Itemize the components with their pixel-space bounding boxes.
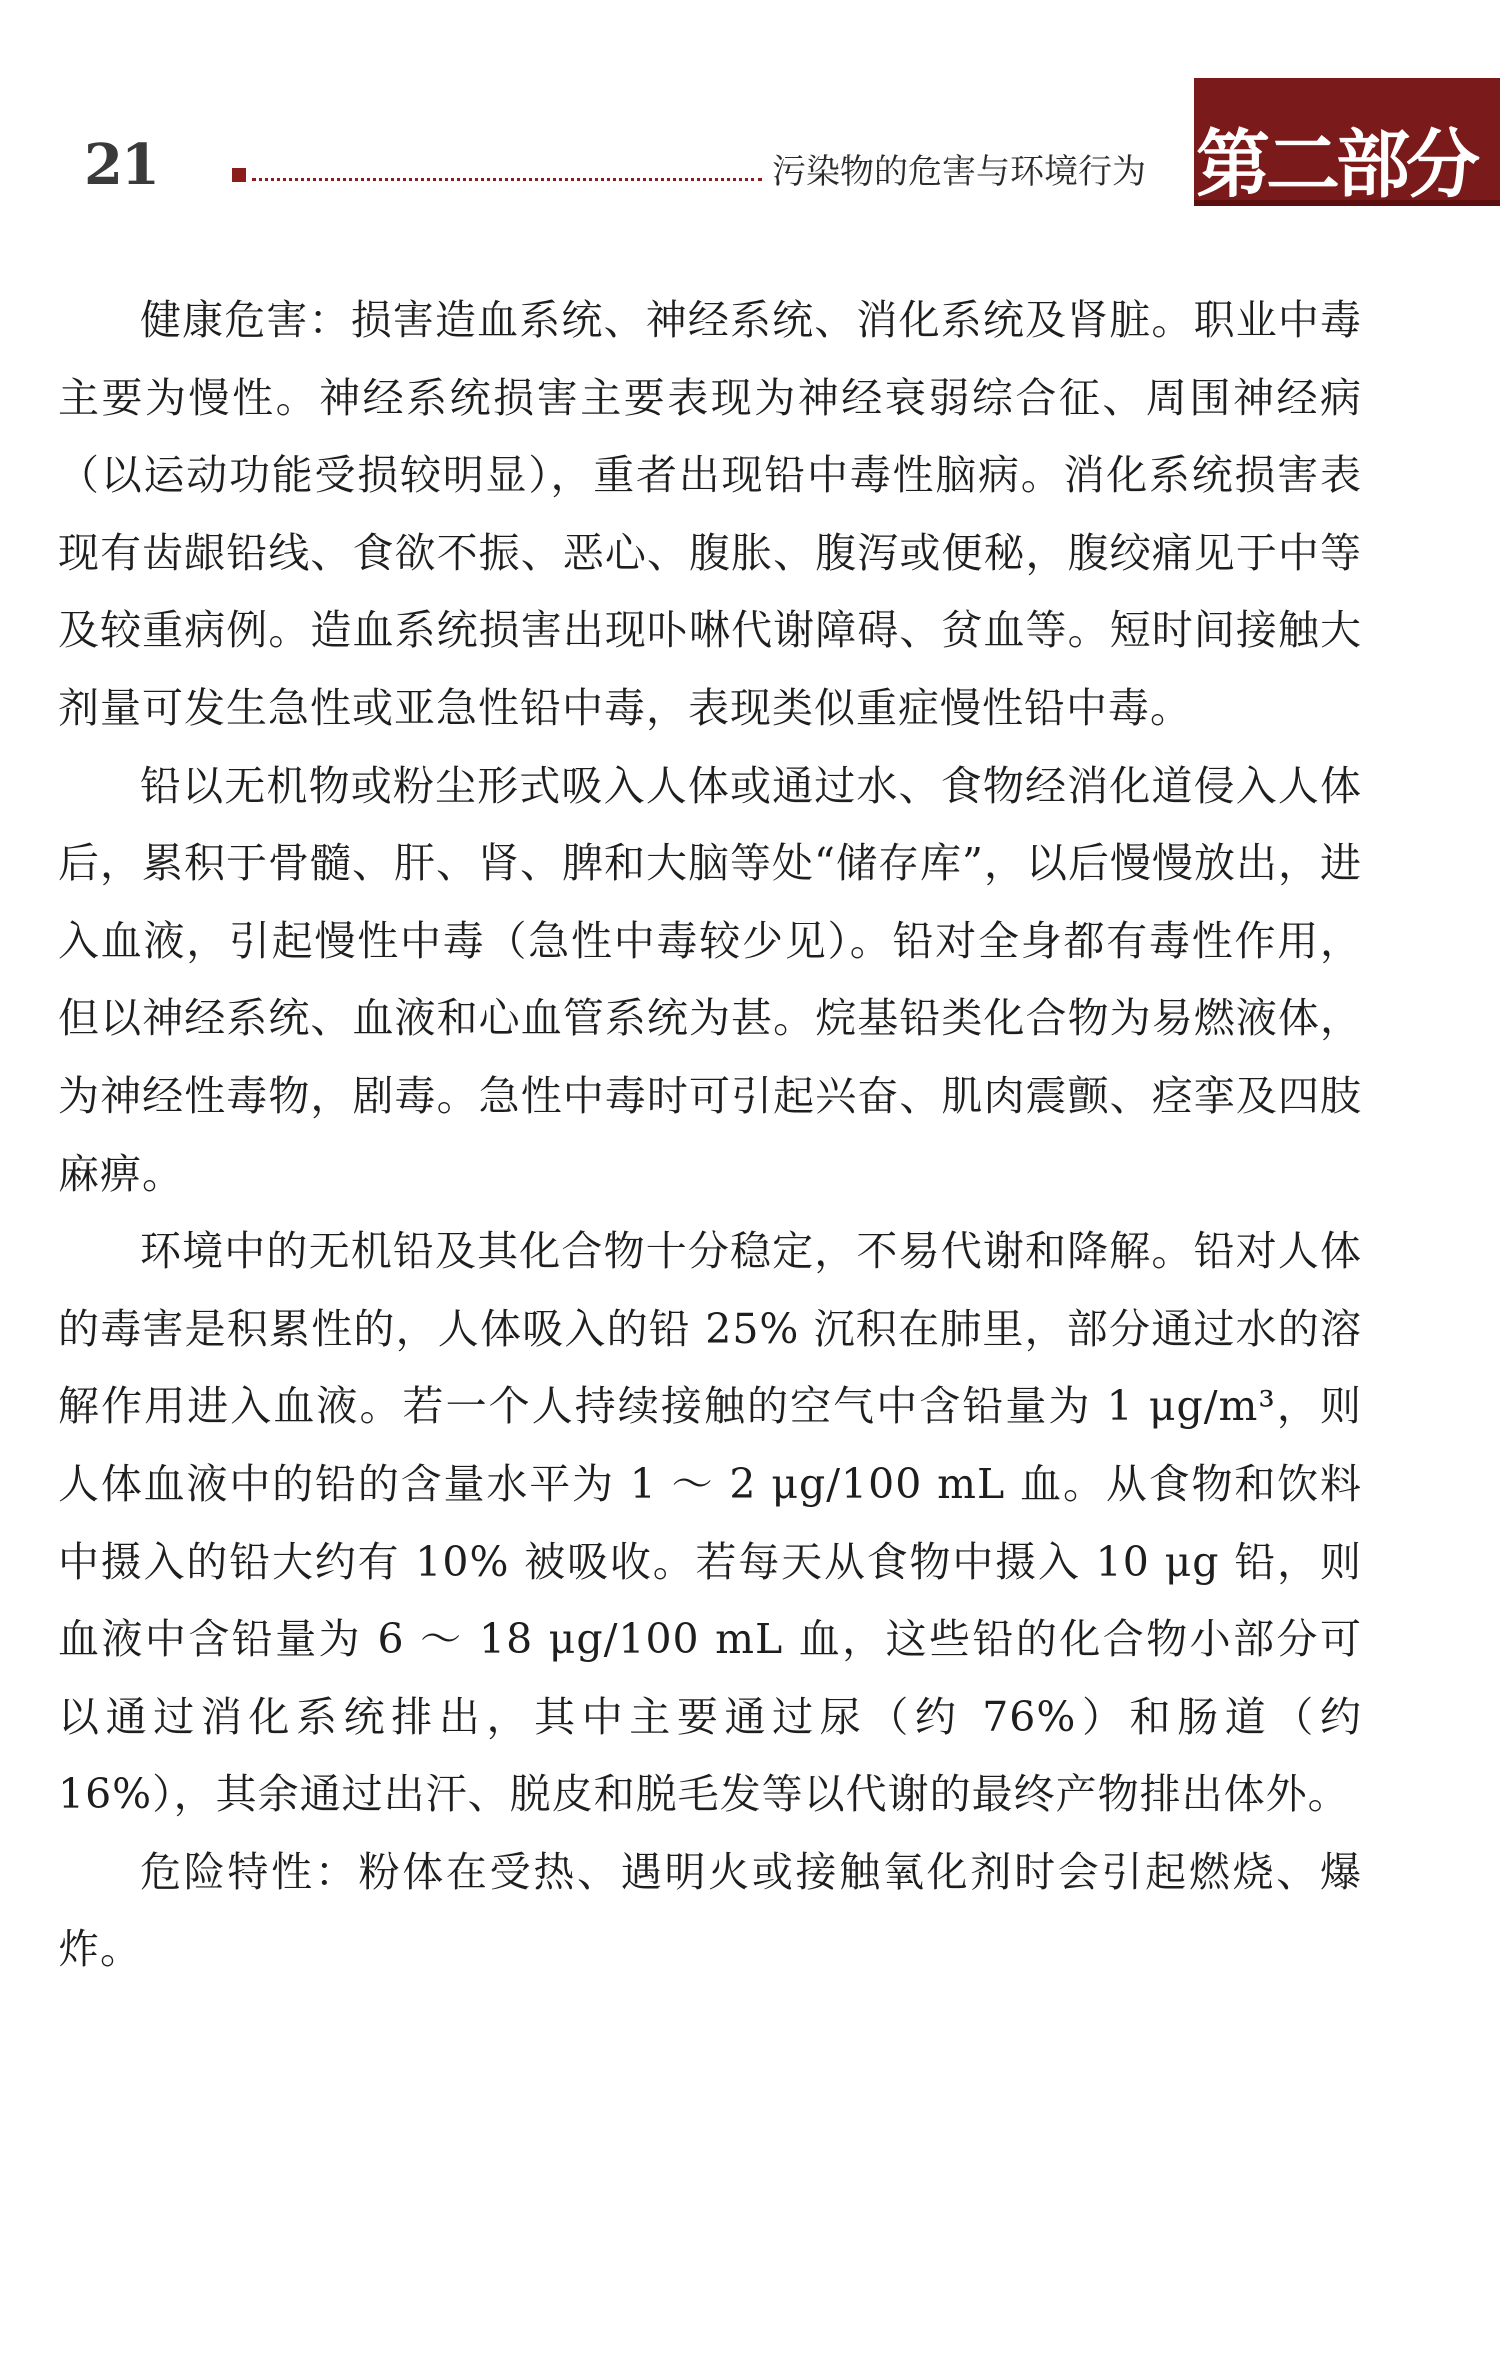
section-title: 污染物的危害与环境行为 <box>772 152 1146 192</box>
body-text <box>58 282 1362 1989</box>
paragraph-danger-property: 危险特性：粉体在受热、遇明火或接触氧化剂时会引起燃烧、爆炸。 <box>58 1847 1362 1974</box>
paragraph-environmental-lead: 环境中的无机铅及其化合物十分稳定，不易代谢和降解。铅对人体的毒害是积累性的，人体吸入的铅 25% 沉积在肺里，部分通过水的溶解作用进入血液。若一个人持续接触的空气中含铅量为 1 μg/m³，则人体血液中的铅的含量水平为 1 ～ 2 μg/100 mL 血。从食物和饮料中摄入的铅大约有 10% 被吸收。若每天从食物中摄入 10 μg 铅，则血液中含铅量为 6 ～ 18 μg/100 mL 血，这些铅的化合物小部分可以通过消化系统排出，其中主要通过尿（约 76%）和肠道（约 16%），其余通过出汗、脱皮和脱毛发等以代谢的最终产物排出体外。 <box>58 1227 1362 1819</box>
paragraph-lead-absorption: 铅以无机物或粉尘形式吸入人体或通过水、食物经消化道侵入人体后，累积于骨髓、肝、肾、脾和大脑等处“储存库”，以后慢慢放出，进入血液，引起慢性中毒（急性中毒较少见）。铅对全身都有毒性作用，但以神经系统、血液和心血管系统为甚。烷基铅类化合物为易燃液体，为神经性毒物，剧毒。急性中毒时可引起兴奋、肌肉震颤、痉挛及四肢麻痹。 <box>58 761 1362 1198</box>
part-label: 第二部分 <box>1196 122 1476 208</box>
page-header <box>0 70 1500 208</box>
page-number: 21 <box>84 132 158 198</box>
header-dotted-rule <box>252 178 762 181</box>
paragraph-health-hazard: 健康危害：损害造血系统、神经系统、消化系统及肾脏。职业中毒主要为慢性。神经系统损害主要表现为神经衰弱综合征、周围神经病（以运动功能受损较明显），重者出现铅中毒性脑病。消化系统损害表现有齿龈铅线、食欲不振、恶心、腹胀、腹泻或便秘，腹绞痛见于中等及较重病例。造血系统损害出现卟啉代谢障碍、贫血等。短时间接触大剂量可发生急性或亚急性铅中毒，表现类似重症慢性铅中毒。 <box>58 296 1362 732</box>
header-marker-square <box>232 168 246 182</box>
